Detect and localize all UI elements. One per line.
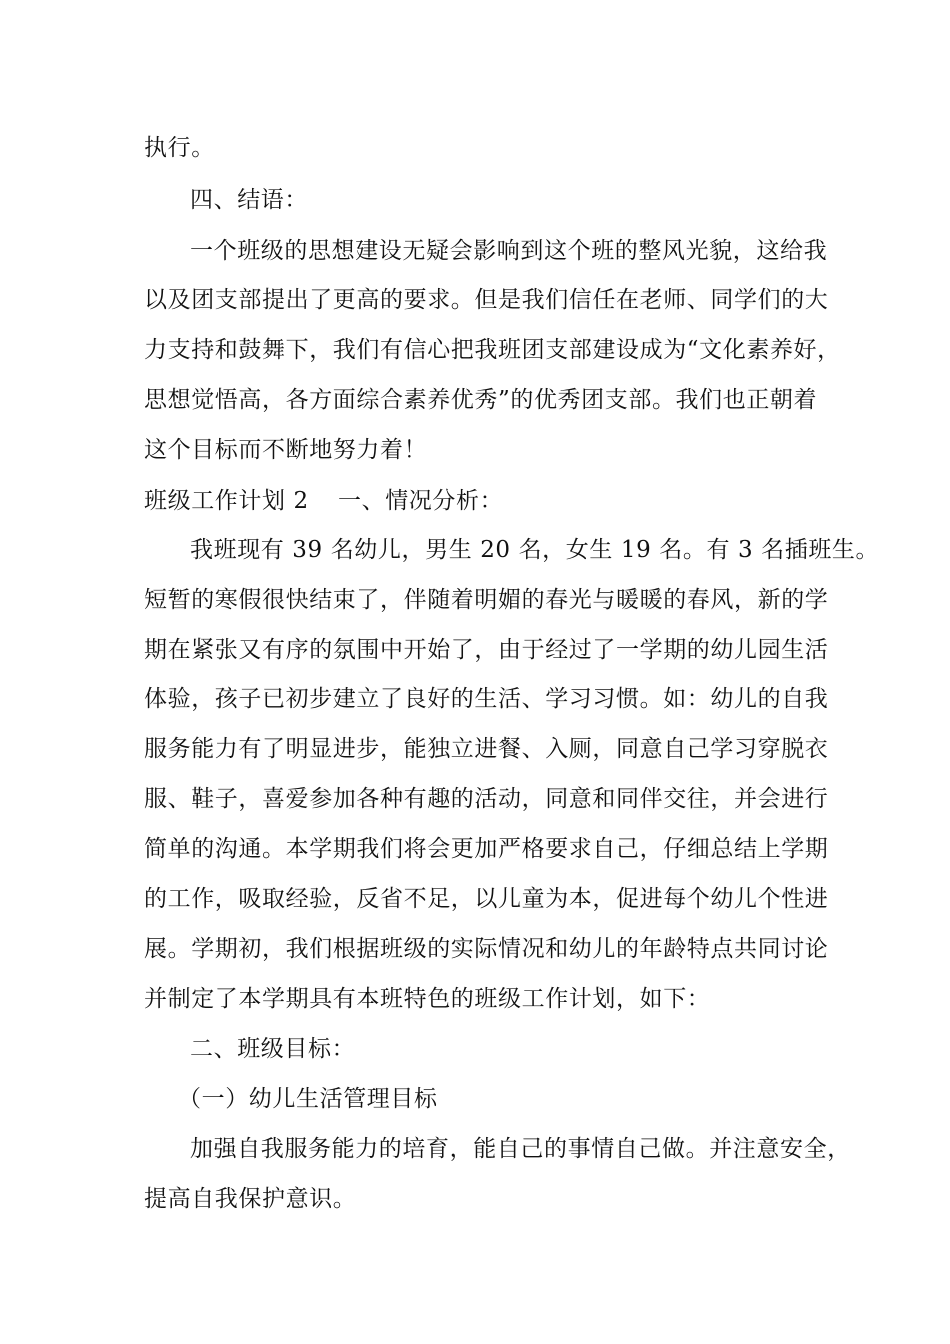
- section-heading-conclusion: 四、结语：: [190, 187, 308, 213]
- paragraph-line: 一个班级的思想建设无疑会影响到这个班的整风光貌，这给我: [190, 238, 828, 264]
- paragraph-line: 提高自我保护意识。: [144, 1186, 357, 1212]
- paragraph-line: 展。学期初，我们根据班级的实际情况和幼儿的年龄特点共同讨论: [144, 936, 829, 962]
- paragraph-line: 期在紧张又有序的氛围中开始了，由于经过了一学期的幼儿园生活: [144, 637, 829, 663]
- paragraph-line: 我班现有 39 名幼儿，男生 20 名，女生 19 名。有 3 名插班生。: [190, 537, 880, 563]
- plan-heading-row: [144, 484, 504, 518]
- section-heading-goals: 二、班级目标：: [190, 1036, 356, 1062]
- paragraph-line: 加强自我服务能力的培育，能自己的事情自己做。并注意安全，: [190, 1136, 851, 1162]
- section-heading-analysis: 一、情况分析：: [338, 488, 504, 514]
- paragraph-line: 思想觉悟高，各方面综合素养优秀”的优秀团支部。我们也正朝着: [144, 387, 818, 413]
- paragraph-line: 体验，孩子已初步建立了良好的生活、学习习惯。如：幼儿的自我: [144, 686, 829, 712]
- paragraph-line: 简单的沟通。本学期我们将会更加严格要求自己，仔细总结上学期: [144, 836, 829, 862]
- paragraph-line: 以及团支部提出了更高的要求。但是我们信任在老师、同学们的大: [144, 287, 829, 313]
- plan-title: 班级工作计划 2: [144, 488, 309, 514]
- subsection-heading-life-management: （一）幼儿生活管理目标: [178, 1086, 438, 1112]
- paragraph-line: 服务能力有了明显进步，能独立进餐、入厕，同意自己学习穿脱衣: [144, 736, 829, 762]
- paragraph-line: 短暂的寒假很快结束了，伴随着明媚的春光与暖暖的春风，新的学: [144, 587, 829, 613]
- paragraph-line: 服、鞋子，喜爱参加各种有趣的活动，同意和同伴交往，并会进行: [144, 786, 829, 812]
- paragraph-line: 力支持和鼓舞下，我们有信心把我班团支部建设成为“文化素养好，: [144, 337, 841, 363]
- paragraph-line: 并制定了本学期具有本班特色的班级工作计划，如下：: [144, 986, 711, 1012]
- paragraph-line: 的工作，吸取经验，反省不足，以儿童为本，促进每个幼儿个性进: [144, 886, 829, 912]
- paragraph-line: 这个目标而不断地努力着！: [144, 437, 428, 463]
- paragraph-line: 执行。: [144, 135, 215, 161]
